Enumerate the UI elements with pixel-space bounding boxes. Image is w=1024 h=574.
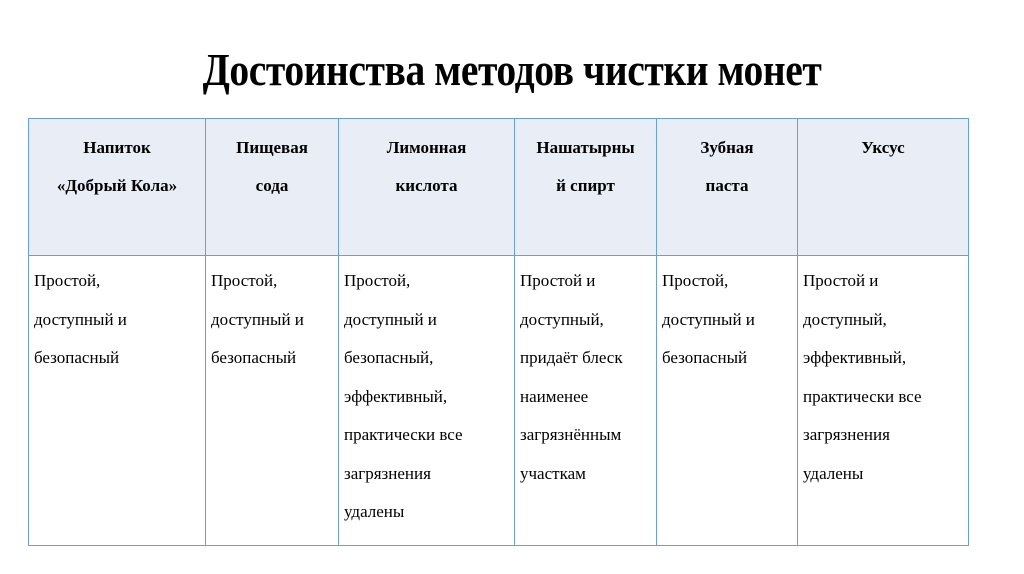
cell-line: безопасный — [211, 348, 297, 367]
cell-line: Простой, — [34, 271, 101, 290]
cell-line: Простой, — [344, 271, 411, 290]
header-cell-citric-acid — [339, 119, 515, 256]
cell-vinegar-advantages — [798, 256, 969, 546]
cell-line: безопасный — [662, 348, 748, 367]
cell-line: наименее — [520, 386, 589, 406]
header-cell-baking-soda — [206, 119, 339, 256]
methods-table-container — [28, 118, 969, 546]
cell-line: доступный и — [344, 309, 437, 329]
header-cell-cola-drink — [29, 119, 206, 256]
cell-line: эффективный, — [803, 348, 907, 367]
cell-line: придаёт блеск — [520, 348, 623, 367]
header-line: Уксус — [861, 138, 905, 157]
cell-line: удалены — [344, 502, 405, 521]
cell-line: доступный и — [662, 309, 755, 329]
methods-comparison-table — [28, 118, 969, 546]
header-line: Нашатырны — [536, 138, 635, 157]
cell-line: доступный, — [803, 309, 887, 329]
header-cell-ammonia — [515, 119, 657, 256]
cell-line: загрязнения — [803, 425, 890, 444]
header-line: й спирт — [556, 176, 615, 195]
cell-line: загрязнения — [344, 463, 431, 483]
header-line: кислота — [395, 176, 458, 195]
cell-cola-drink-advantages — [29, 256, 206, 546]
cell-line: Простой и — [520, 271, 596, 290]
cell-line: практически все — [344, 425, 463, 444]
table-row — [29, 256, 969, 546]
header-line: Зубная — [700, 138, 754, 157]
cell-line: Простой, — [662, 271, 729, 290]
cell-baking-soda-advantages — [206, 256, 339, 546]
cell-ammonia-advantages — [515, 256, 657, 546]
cell-line: доступный и — [34, 309, 127, 329]
table-header-row — [29, 119, 969, 256]
header-line: Пищевая — [236, 138, 308, 157]
slide-title: Достоинства методов чистки монет — [202, 44, 822, 95]
cell-line: доступный и — [211, 309, 304, 329]
cell-line: безопасный, — [344, 348, 434, 367]
cell-line: безопасный — [34, 348, 120, 367]
cell-toothpaste-advantages — [657, 256, 798, 546]
header-line: паста — [705, 176, 749, 195]
cell-line: загрязнённым — [520, 425, 622, 444]
cell-line: удалены — [803, 463, 864, 483]
cell-line: Простой и — [803, 271, 879, 290]
cell-line: практически все — [803, 386, 922, 406]
cell-line: доступный, — [520, 309, 604, 329]
header-line: «Добрый Кола» — [56, 176, 178, 195]
cell-line: Простой, — [211, 271, 278, 290]
cell-citric-acid-advantages — [339, 256, 515, 546]
header-cell-toothpaste — [657, 119, 798, 256]
header-line: Напиток — [83, 138, 151, 157]
header-line: сода — [255, 176, 289, 195]
header-line: Лимонная — [386, 138, 467, 157]
cell-line: участкам — [520, 463, 586, 483]
cell-line: эффективный, — [344, 386, 448, 406]
header-cell-vinegar — [798, 119, 969, 256]
